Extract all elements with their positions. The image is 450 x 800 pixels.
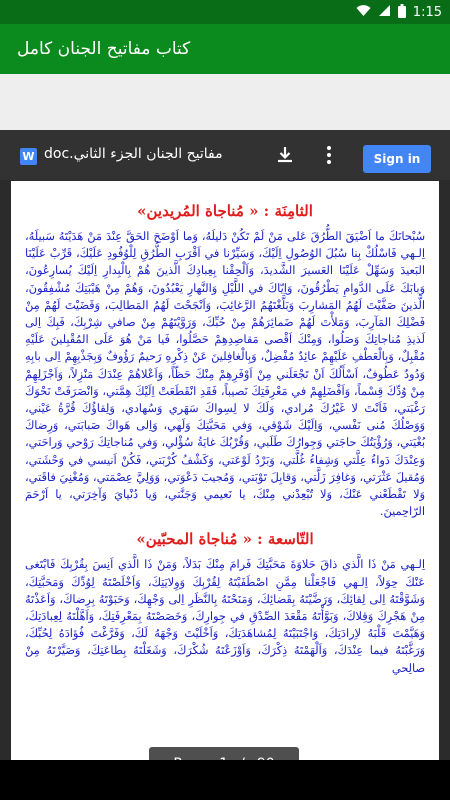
document-page[interactable] bbox=[11, 181, 439, 781]
system-nav-bar bbox=[0, 760, 450, 800]
status-time: 1:15 bbox=[412, 4, 442, 20]
section-heading-8: الثامِنَة : « مُناجاة المُريدين» bbox=[137, 202, 313, 220]
document-viewer bbox=[0, 130, 450, 760]
section-paragraph-8: سُبْحانَكَ ما اَضْيَقَ الطُّرُقَ عَلى مَنْ لَمْ تَكُنْ دَليلَهُ، وَما اَوْضَحَ الحَقَّ عِنْدَ مَنْ هَدَيْتَهُ سَبيلَهُ، اِلـهي فَاسْلُكْ بِنا سُبُلَ الوُصُولِ اِلَيْكَ، وَسَيِّرْنا في اَقْرَبِ الطُّرُقِ لِلْوُفُودِ عَلَيْكَ، قَرِّبْ عَلَيْنَا البَعيدَ وَسَهِّلْ عَلَيْنَا العَسيرَ الشَّديدَ، وَاَلْحِقْنا بِعِبادِكَ الَّذينَ هُمْ بِالْبِدارِ اِلَيْكَ يُسارِعُونَ، وَبابَكَ عَلَى الدَّوامِ يَطْرُقُونَ، وَاِيّاكَ في اللَّيْلِ وَالنَّهارِ يَعْبُدُونَ، وَهُمْ مِنْ هَيْبَتِكَ مُشْفِقُونَ، الَّذينَ صَفَّيْتَ لَهُمُ المَشارِبَ وَبَلَّغْتَهُمُ الرَّغائِبَ، وَاَنْجَحْتَ لَهُمُ المَطالِبَ، وَقَضَيْتَ لَهُمْ مِنْ فَضْلِكَ المَآرِبَ، وَمَلأْتَ لَهُمْ ضَمائِرَهُمْ مِنْ حُبِّكَ، وَرَوَّيْتَهُمْ مِنْ صافي شِرْبِكَ، فَبِكَ اِلى لَذيذِ مُناجاتِكَ وَصَلُوا، وَمِنْكَ اَقْصى مَقاصِدِهِمْ حَصَّلُوا، فَيا مَنْ هُوَ عَلَى المُقْبِلينَ عَلَيْهِ مُقْبِلٌ، وَبِالْعَطْفِ عَلَيْهِمْ عائِدٌ مُفْضِلٌ، وَبِالْغافِلينَ عَنْ ذِكْرِهِ رَحيمٌ رَؤُوفٌ وَبِجَذْبِهِمْ اِلى بابِهِ وَدُودٌ عَطُوفٌ، اَسْأَلُكَ اَنْ تَجْعَلَني مِنْ اَوْفَرِهِمْ مِنْكَ حَظّاً، وَاَعْلاهُمْ عِنْدَكَ مَنْزِلاً، وَاَجْزَلِهِمْ مِنْ وُدِّكَ قِسْماً، وَاَفْضَلِهِمْ في مَعْرِفَتِكَ نَصيباً، فَقَدِ انْقَطَعَتْ اِلَيْكَ هِمَّتي، وَانْصَرَفَتْ نَحْوَكَ رَغْبَتي، فَاَنْتَ لا غَيْرُكَ مُرادي، وَلَكَ لا لِسِواكَ سَهَري وَسُهادي، وَلِقاؤُكَ قُرَّةُ عَيْني، وَوَصْلُكَ مُنى نَفْسي، وَاِلَيْكَ شَوْقي، وَفي مَحَبَّتِكَ وَلَهي، وَاِلى هَواكَ صَبابَتي، وَرِضاكَ بُغْيَتي، وَرُؤْيَتُكَ حاجَتي وَجِوارُكَ طَلَبي، وَقُرْبُكَ غايَةُ سُؤْلي، وَفي مُناجاتِكَ رَوْحي وَراحَتي، وَعِنْدَكَ دَواءُ عِلَّتي وَشِفاءُ غُلَّتي، وَبَرْدُ لَوْعَتي، وَكَشْفُ كُرْبَتي، فَكُنْ اَنيسي في وَحْشَتي، وَمُقيلَ عَثْرَتي، وَغافِرَ زَلَّتي، وَقابِلَ تَوْبَتي، وَمُجيبَ دَعْوَتي، وَوَلِيَّ عِصْمَتي، وَمُغْنِيَ فاقَتي، وَلا تَقْطَعْني عَنْكَ، وَلا تُبْعِدْني مِنْكَ، يا نَعيمي وَجَنَّتي، وَيا دُنْيايَ وَآخِرَتي، يا اَرْحَمَ الرّاحِمينَ. bbox=[25, 230, 425, 519]
document-name: مفاتيح الجنان الجزء الثاني.doc bbox=[44, 146, 223, 162]
status-bar bbox=[0, 0, 450, 24]
more-vert-icon[interactable] bbox=[319, 143, 339, 167]
battery-icon bbox=[398, 4, 406, 21]
content-gap bbox=[0, 74, 450, 130]
viewer-toolbar bbox=[0, 130, 450, 180]
section-paragraph-9: اِلـهي مَنْ ذَا الَّذي ذاقَ حَلاوَةَ مَحَبَّتِكَ فَرامَ مِنْكَ بَدَلاً، وَمَنْ ذَا الَّذي اَنِسَ بِقُرْبِكَ فَابْتَغى عَنْكَ حِوَلاً، اِلـهي فَاجْعَلْنا مِمَّنِ اصْطَفَيْتَهُ لِقُرْبِكَ وَوِلايَتِكَ، وَاَخْلَصْتَهُ لِوُدِّكَ وَمَحَبَّتِكَ، وَشَوَّقْتَهُ اِلى لِقائِكَ، وَرَضَّيْتَهُ بِقَضائِكَ، وَمَنَحْتَهُ بِالنَّظَرِ اِلى وَجْهِكَ، وَحَبَوْتَهُ بِرِضاكَ، وَاَعَذْتَهُ مِنْ هَجْرِكَ وَقِلاكَ، وَبَوَّأْتَهُ مَقْعَدَ الصِّدْقِ في جِوارِكَ، وَخَصَصْتَهُ بِمَعْرِفَتِكَ، وَاَهَّلْتَهُ لِعِبادَتِكَ، وَهَيَّمْتَ قَلْبَهُ لاِرادَتِكَ، وَاجْتَبَيْتَهُ لِمُشاهَدَتِكَ، وَاَخْلَيْتَ وَجْهَهُ لَكَ، وَفَرَّغْتَ فُؤادَهُ لِحُبِّكَ، وَرَغَّبْتَهُ فيما عِنْدَكَ، وَاَلْهَمْتَهُ ذِكْرَكَ، وَاَوْزَعْتَهُ شُكْرَكَ، وَشَغَلْتَهُ بِطاعَتِكَ، وَصَيَّرْتَهُ مِنْ صالِحي bbox=[25, 558, 425, 675]
wifi-icon bbox=[356, 4, 371, 20]
word-doc-icon: W bbox=[20, 148, 37, 165]
download-icon[interactable] bbox=[272, 142, 298, 168]
section-heading-9: التّاسعة : « مُناجاة المحبّين» bbox=[136, 530, 314, 549]
app-bar bbox=[0, 24, 450, 74]
app-title: كتاب مفاتيح الجنان كامل bbox=[17, 39, 191, 59]
sign-in-button[interactable]: Sign in bbox=[363, 145, 431, 173]
signal-icon bbox=[378, 4, 391, 20]
